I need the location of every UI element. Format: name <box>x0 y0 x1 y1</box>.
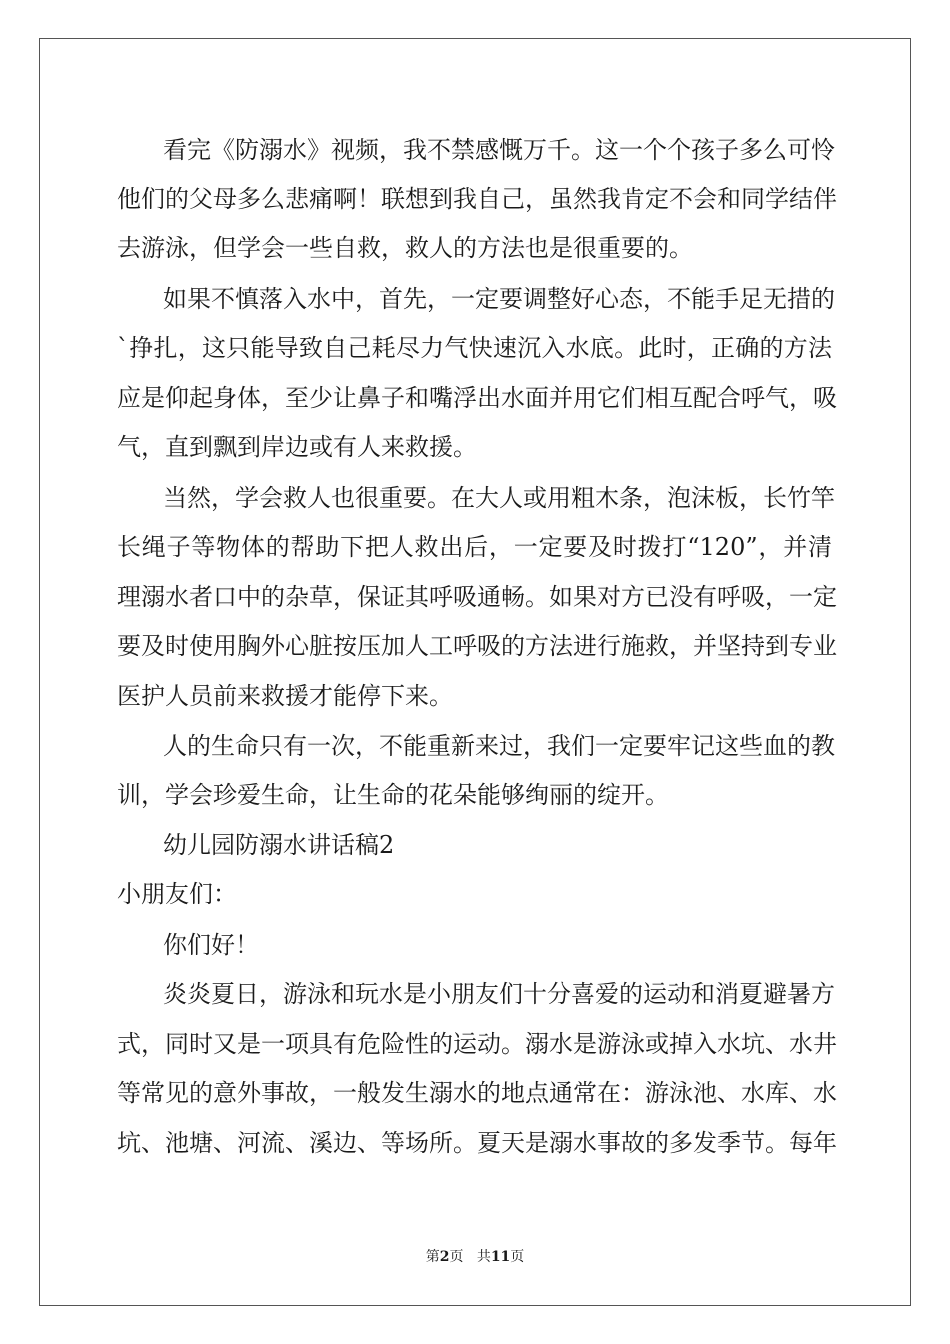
paragraph-line: 医护人员前来救援才能停下来。 <box>117 682 453 710</box>
greeting: 你们好！ <box>163 931 259 959</box>
paragraph-line: 长绳子等物体的帮助下把人救出后，一定要及时拨打“120”，并清 <box>117 533 832 561</box>
page-prefix: 第 <box>425 1249 440 1265</box>
paragraph-line: 等常见的意外事故，一般发生溺水的地点通常在：游泳池、水库、水 <box>117 1079 837 1107</box>
paragraph-line: 他们的父母多么悲痛啊！联想到我自己，虽然我肯定不会和同学结伴 <box>117 185 837 213</box>
total-prefix: 共 <box>476 1249 491 1265</box>
paragraph-line: `挣扎，这只能导致自己耗尽力气快速沉入水底。此时，正确的方法 <box>117 334 832 362</box>
paragraph-line: 要及时使用胸外心脏按压加人工呼吸的方法进行施救，并坚持到专业 <box>117 632 837 660</box>
page-suffix: 页 <box>449 1249 464 1265</box>
paragraph-line: 炎炎夏日，游泳和玩水是小朋友们十分喜爱的运动和消夏避暑方 <box>163 980 835 1008</box>
paragraph-line: 看完《防溺水》视频，我不禁感慨万千。这一个个孩子多么可怜 <box>163 136 835 164</box>
paragraph-line: 当然，学会救人也很重要。在大人或用粗木条，泡沫板，长竹竿 <box>163 484 835 512</box>
paragraph-line: 坑、池塘、河流、溪边、等场所。夏天是溺水事故的多发季节。每年 <box>117 1129 837 1157</box>
section-heading: 幼儿园防溺水讲话稿2 <box>163 831 395 859</box>
page-footer <box>0 1248 950 1266</box>
page-number: 2 <box>439 1249 450 1265</box>
paragraph-line: 训，学会珍爱生命，让生命的花朵能够绚丽的绽开。 <box>117 781 669 809</box>
salutation: 小朋友们： <box>117 880 237 908</box>
paragraph-line: 理溺水者口中的杂草，保证其呼吸通畅。如果对方已没有呼吸，一定 <box>117 583 837 611</box>
paragraph-line: 应是仰起身体，至少让鼻子和嘴浮出水面并用它们相互配合呼气，吸 <box>117 384 837 412</box>
paragraph-line: 去游泳，但学会一些自救，救人的方法也是很重要的。 <box>117 234 693 262</box>
total-suffix: 页 <box>510 1249 525 1265</box>
page-border <box>39 38 911 1306</box>
paragraph-line: 如果不慎落入水中，首先，一定要调整好心态，不能手足无措的 <box>163 285 835 313</box>
paragraph-line: 气，直到飘到岸边或有人来救援。 <box>117 433 477 461</box>
total-pages: 11 <box>490 1249 511 1265</box>
paragraph-line: 人的生命只有一次，不能重新来过，我们一定要牢记这些血的教 <box>163 732 835 760</box>
paragraph-line: 式，同时又是一项具有危险性的运动。溺水是游泳或掉入水坑、水井 <box>117 1030 837 1058</box>
